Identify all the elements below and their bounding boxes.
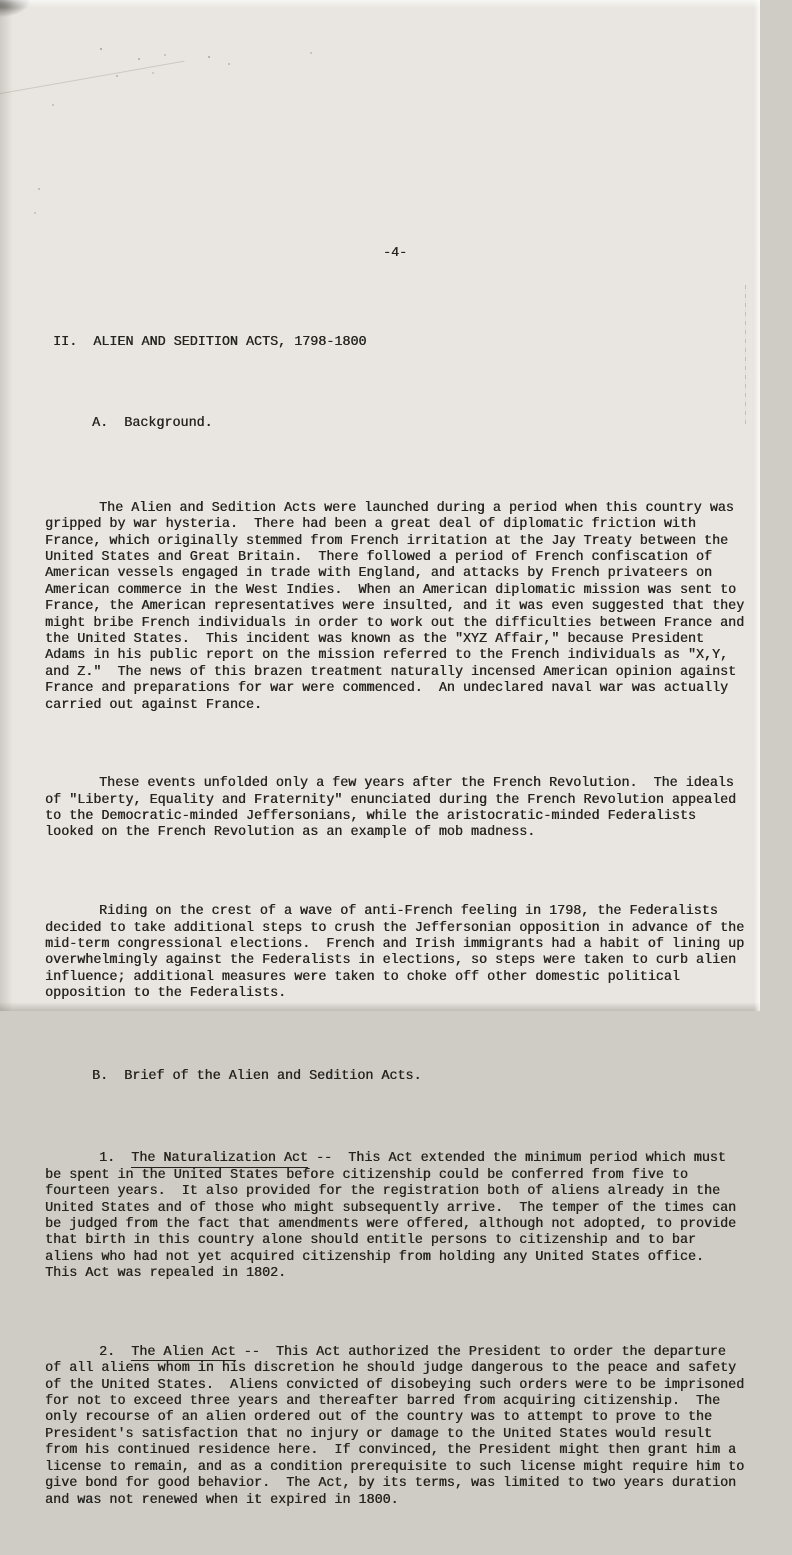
paper-edge-highlight-top	[0, 0, 760, 8]
subsection-b-title: Brief of the Alien and Sedition Acts.	[124, 1068, 422, 1084]
paper-edge-shadow-left	[0, 0, 13, 1011]
subsection-b-heading	[92, 1069, 792, 1085]
section-heading	[53, 335, 753, 351]
background-paragraph-1: The Alien and Sedition Acts were launched during a period when this country was gripped by war hysteria. There had been a great deal of diplomatic friction with France, which originally stemmed from French irritation at the Jay Treaty between the United States and Great Britain. There followed a period of French confiscation of American vessels engaged in trade with England, and attacks by French privateers on American commerce in the West Indies. When an American diplomatic mission was sent to France, the American representatives were insulted, and it was even suggested that they might bribe French individuals in order to work out the difficulties between France and the United States. This incident was known as the "XYZ Affair," because President Adams in his public report on the mission referred to the French individuals as "X,Y, and Z." The news of this brazen treatment naturally incensed American opinion against France and preparations for war were commenced. An undeclared naval war was actually carried out against France.	[45, 500, 753, 713]
act-body-text: This Act authorized the President to order the departure of all aliens whom in his discretion he should judge dangerous to the peace and safety of the United States. Aliens convicted of disobeying such orders were to be imprisoned for not to exceed three years and thereafter barred from acquiring citizenship. The only recourse of an alien ordered out of the country was to attempt to prove to the President's satisfaction that no injury or damage to the United States would result from his continued residence here. If convinced, the President might then grant him a license to remain, and as a condition prerequisite to such license might require him to give bond for good behavior. The Act, by its terms, was limited to two years duration and was not renewed when it expired in 1800.	[45, 1344, 753, 1508]
background-paragraph-2: These events unfolded only a few years after the French Revolution. The ideals of "Liberty, Equality and Fraternity" enunciated during the French Revolution appealed to the Democratic-minded Jeffersonians, while the aristocratic-minded Federalists looked on the French Revolution as an example of mob madness.	[45, 776, 745, 841]
paper-crease-top-left	[0, 61, 185, 97]
subsection-a-label: A.	[92, 416, 125, 432]
page-number: -4-	[382, 245, 408, 261]
act-separator: --	[307, 1151, 349, 1167]
subsection-b-label: B.	[92, 1068, 125, 1084]
act-title: The Alien Act	[131, 1344, 236, 1360]
act-number: 1.	[99, 1151, 132, 1167]
subsection-a-title: Background.	[124, 416, 213, 432]
act-item-naturalization	[45, 1151, 745, 1282]
paper-speckles	[100, 48, 102, 50]
act-item-alien	[45, 1344, 753, 1509]
background-paragraph-3: Riding on the crest of a wave of anti-French feeling in 1798, the Federalists decided to take additional steps to crush the Jeffersonian opposition in advance of the mid-term congressional elections. French and Irish immigrants had a habit of lining up overwhelmingly against the Federalists in elections, so steps were taken to curb alien influence; additional measures were taken to choke off other domestic political opposition to the Federalists.	[45, 904, 753, 1002]
paper-edge-shadow-bottom	[0, 1002, 760, 1011]
act-number: 2.	[99, 1344, 132, 1360]
paper-edge-highlight-right	[754, 0, 760, 1011]
act-body-text: This Act extended the minimum period which must be spent in the United States before citizenship could be conferred from five to fourteen years. It also provided for the registration both of aliens already in the United States and of those who might subsequently arrive. The temper of the times can be judged from the fact that amendments were offered, although not adopted, to provide that birth in this country alone should entitle persons to citizenship and to bar aliens who had not yet acquired citizenship from holding any United States office. This Act was repealed in 1802.	[45, 1151, 745, 1282]
act-separator: --	[235, 1344, 276, 1360]
paper-crease-right	[745, 285, 746, 425]
section-number: II.	[53, 334, 94, 350]
subsection-a-heading	[92, 416, 792, 432]
section-title: ALIEN AND SEDITION ACTS, 1798-1800	[93, 334, 367, 350]
scan-corner-artifact	[0, 0, 32, 18]
act-title: The Naturalization Act	[131, 1151, 308, 1167]
